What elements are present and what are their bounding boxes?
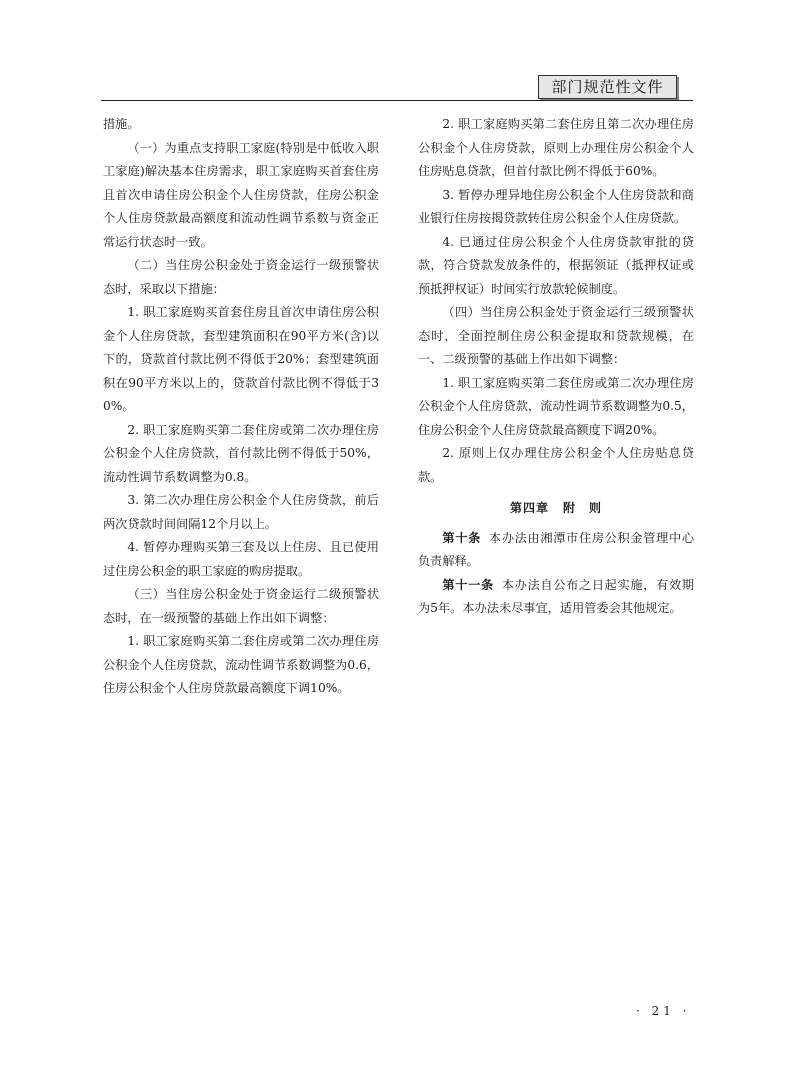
right-paragraph-4: （四）当住房公积金处于资金运行三级预警状态时，全面控制住房公积金提取和贷款规模，在一、二级预警的基础上作出如下调整： xyxy=(418,305,694,366)
left-paragraph-1: 措施。 xyxy=(103,117,140,131)
chapter-number: 第四章 xyxy=(509,501,549,515)
left-paragraph-3: （二）当住房公积金处于资金运行一级预警状态时，采取以下措施： xyxy=(103,258,379,296)
page-number: · 21 · xyxy=(636,1004,691,1018)
right-paragraph-6: 2. 原则上仅办理住房公积金个人住房贴息贷款。 xyxy=(418,446,694,484)
article-11-label: 第十一条 xyxy=(442,577,494,592)
article-11 xyxy=(418,574,694,621)
chapter-title: 附 则 xyxy=(563,501,603,515)
left-paragraph-6: 3. 第二次办理住房公积金个人住房贷款，前后两次贷款时间间隔12个月以上。 xyxy=(103,493,379,531)
right-paragraph-2: 3. 暂停办理异地住房公积金个人住房贷款和商业银行住房按揭贷款转住房公积金个人住房贷款。 xyxy=(418,187,694,225)
section-tag: 部门规范性文件 xyxy=(538,75,677,99)
article-10-text: 本办法由湘潭市住房公积金管理中心负责解释。 xyxy=(418,530,695,568)
left-paragraph-7: 4. 暂停办理购买第三套及以上住房、且已使用过住房公积金的职工家庭的购房提取。 xyxy=(103,540,379,578)
article-10-label: 第十条 xyxy=(442,530,481,545)
header-rule xyxy=(101,100,693,101)
left-column xyxy=(103,113,379,701)
left-paragraph-8: （三）当住房公积金处于资金运行二级预警状态时，在一级预警的基础上作出如下调整： xyxy=(103,587,379,625)
right-column xyxy=(418,113,694,621)
right-paragraph-3: 4. 已通过住房公积金个人住房贷款审批的贷款，符合贷款发放条件的，根据领证（抵押权证或预抵押权证）时间实行放款轮候制度。 xyxy=(418,234,694,296)
article-11-text: 本办法自公布之日起实施，有效期为5年。本办法未尽事宜，适用管委会其他规定。 xyxy=(418,577,695,615)
left-paragraph-9: 1. 职工家庭购买第二套住房或第二次办理住房公积金个人住房贷款，流动性调节系数调整为0.6，住房公积金个人住房贷款最高额度下调10%。 xyxy=(103,634,379,695)
left-paragraph-4: 1. 职工家庭购买首套住房且首次申请住房公积金个人住房贷款，套型建筑面积在90平方米(含)以下的，贷款首付款比例不得低于20%；套型建筑面积在90平方米以上的，贷款首付款比例不得低于30%。 xyxy=(103,305,379,413)
right-paragraph-5: 1. 职工家庭购买第二套住房或第二次办理住房公积金个人住房贷款，流动性调节系数调整为0.5，住房公积金个人住房贷款最高额度下调20%。 xyxy=(418,375,694,437)
right-paragraph-1: 2. 职工家庭购买第二套住房且第二次办理住房公积金个人住房贷款，原则上办理住房公积金个人住房贴息贷款，但首付款比例不得低于60%。 xyxy=(418,117,694,178)
left-paragraph-5: 2. 职工家庭购买第二套住房或第二次办理住房公积金个人住房贷款，首付款比例不得低于50%，流动性调节系数调整为0.8。 xyxy=(103,422,379,484)
article-10 xyxy=(418,527,694,574)
chapter-heading xyxy=(418,497,694,521)
left-paragraph-2: （一）为重点支持职工家庭(特别是中低收入职工家庭)解决基本住房需求，职工家庭购买首套住房且首次申请住房公积金个人住房贷款，住房公积金个人住房贷款最高额度和流动性调节系数与资金正常运行状态时一致。 xyxy=(103,140,379,249)
